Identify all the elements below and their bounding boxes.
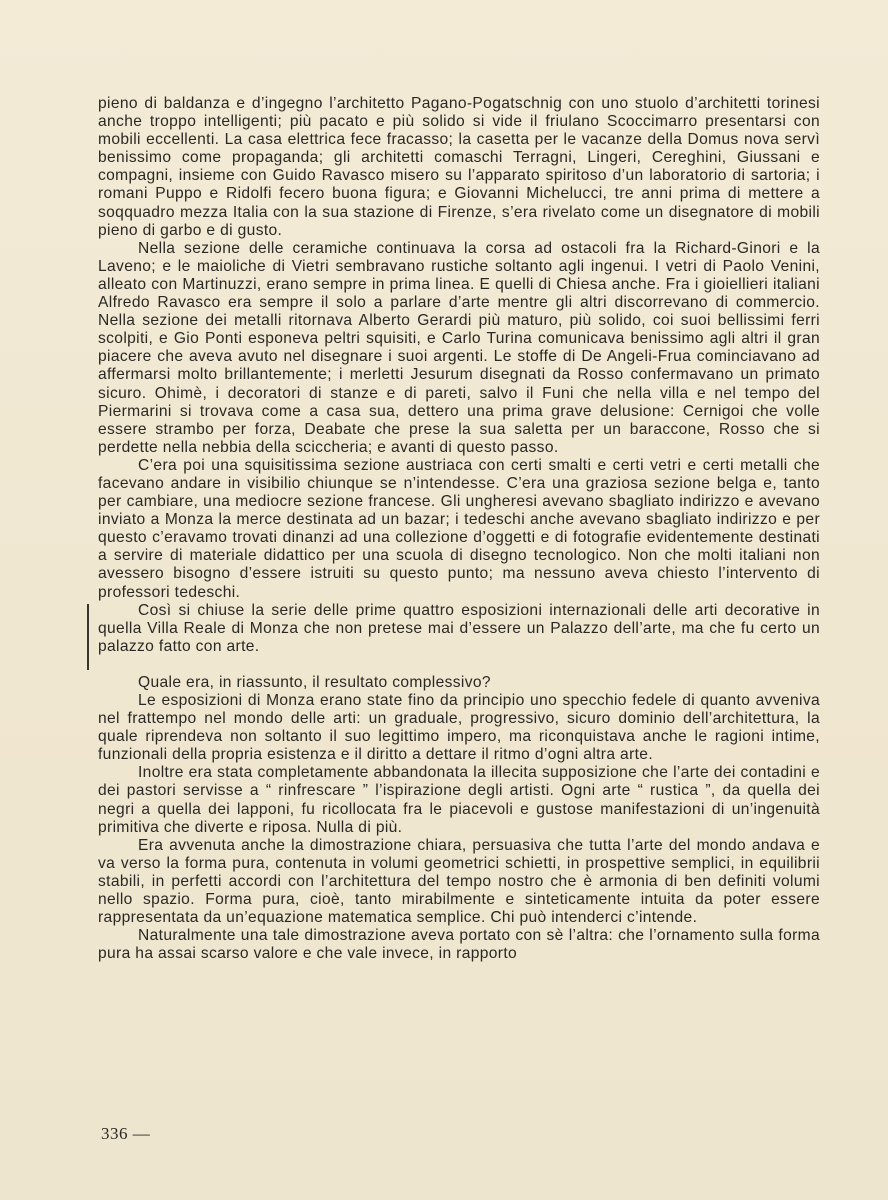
paragraph-5: Quale era, in riassunto, il resultato complessivo? <box>138 673 491 691</box>
body-text <box>98 95 820 963</box>
paragraph-1: pieno di baldanza e d’ingegno l’architetto Pagano-Pogatschnig con uno stuolo d’architetti torinesi anche troppo intelligenti; più pacato e più solido si vide il friulano Scoccimarro presentarsi con mobili eccellenti. La casa elettrica fece fracasso; la casetta per le vacanze della Domus nova servì benissimo come propaganda; gli architetti comaschi Terragni, Lingeri, Cereghini, Giussani e compagni, insieme con Guido Ravasco misero su l’apparato spiritoso d’un laboratorio di sartoria; i romani Puppo e Ridolfi fecero buona figura; e Giovanni Michelucci, tre anni prima di mettere a soqquadro mezza Italia con la sua stazione di Firenze, s’era rivelato come un disegnatore di mobili pieno di garbo e di gusto. <box>98 95 820 239</box>
paragraph-4: Così si chiuse la serie delle prime quattro esposizioni internazionali delle arti decorative in quella Villa Reale di Monza che non pretese mai d’essere un Palazzo dell’arte, ma che fu certo un palazzo fatto con arte. <box>98 601 820 655</box>
section-break <box>98 656 820 674</box>
paragraph-3: C’era poi una squisitissima sezione austriaca con certi smalti e certi vetri e certi metalli che facevano andare in visibilio chiunque se n’intendesse. C’era una graziosa sezione belga e, tanto per cambiare, una mediocre sezione francese. Gli ungheresi avevano sbagliato indirizzo e avevano inviato a Monza la merce destinata ad un bazar; i tedeschi anche avevano sbagliato indirizzo e per questo c’eravamo trovati dinanzi ad una collezione d’oggetti e di fotografie evidentemente destinati a servire di materiale didattico per una scuola di disegno tecnologico. Non che molti italiani non avessero bisogno d’essere istruiti su questo punto; ma nessuno aveva chiesto l’intervento di professori tedeschi. <box>98 456 820 601</box>
paragraph-9: Naturalmente una tale dimostrazione aveva portato con sè l’altra: che l’ornamento sulla forma pura ha assai scarso valore e che vale invece, in rapporto <box>98 927 820 963</box>
margin-mark-line <box>87 604 89 670</box>
paragraph-2: Nella sezione delle ceramiche continuava la corsa ad ostacoli fra la Richard-Ginori e la Laveno; e le maioliche di Vietri sembravano rustiche soltanto agli ingenui. I vetri di Paolo Venini, alleato con Martinuzzi, erano sempre in prima linea. E quelli di Chiesa anche. Fra i gioiellieri italiani Alfredo Ravasco era sempre il solo a parlare d’arte mentre gli altri discorrevano di commercio. Nella sezione dei metalli ritornava Alberto Gerardi più maturo, più solido, coi suoi bellissimi ferri scolpiti, e Gio Ponti esponeva peltri squisiti, e Carlo Turina comunicava benissimo agli altri il gran piacere che aveva avuto nel disegnare i suoi argenti. Le stoffe di De Angeli-Frua cominciavano ad affermarsi molto brillantemente; i merletti Jesurum disegnati da Rosso confermavano un primato sicuro. Ohimè, i decoratori di stanze e di pareti, salvo il Funi che nella villa e nel tempo del Piermarini si trovava come a casa sua, dettero una prima grave delusione: Cernigoi che volle essere strambo per forza, Deabate che prese la sua saletta per un baraccone, Rosso che si perdette nella nebbia della sciccheria; e avanti di questo passo. <box>98 239 820 456</box>
paragraph-6: Le esposizioni di Monza erano state fino da principio uno specchio fedele di quanto avveniva nel frattempo nel mondo delle arti: un graduale, progressivo, sicuro dominio dell’architettura, la quale riprendeva non soltanto il suo legittimo impero, ma riconquistava anche le ragioni intime, funzionali della propria esistenza e il diritto a dettare il ritmo d’ogni altra arte. <box>98 692 820 764</box>
paragraph-8: Era avvenuta anche la dimostrazione chiara, persuasiva che tutta l’arte del mondo andava e va verso la forma pura, contenuta in volumi geometrici schietti, in prospettive semplici, in equilibrii stabili, in perfetti accordi con l’architettura del tempo nostro che è armonia di ben definiti volumi nello spazio. Forma pura, cioè, tanto mirabilmente e sinteticamente intuita da poter essere rappresentata da un’equazione matematica semplice. Chi può intenderci c’intende. <box>98 836 820 927</box>
paragraph-7: Inoltre era stata completamente abbandonata la illecita supposizione che l’arte dei contadini e dei pastori servisse a “ rinfrescare ” l’ispirazione degli artisti. Ogni arte “ rustica ”, da quella dei negri a quella dei lapponi, fu ricollocata fra le piacevoli e gustose manifestazioni di un’ingenuità primitiva che diverte e riposa. Nulla di più. <box>98 764 820 836</box>
page-number: 336 — <box>101 1124 151 1143</box>
